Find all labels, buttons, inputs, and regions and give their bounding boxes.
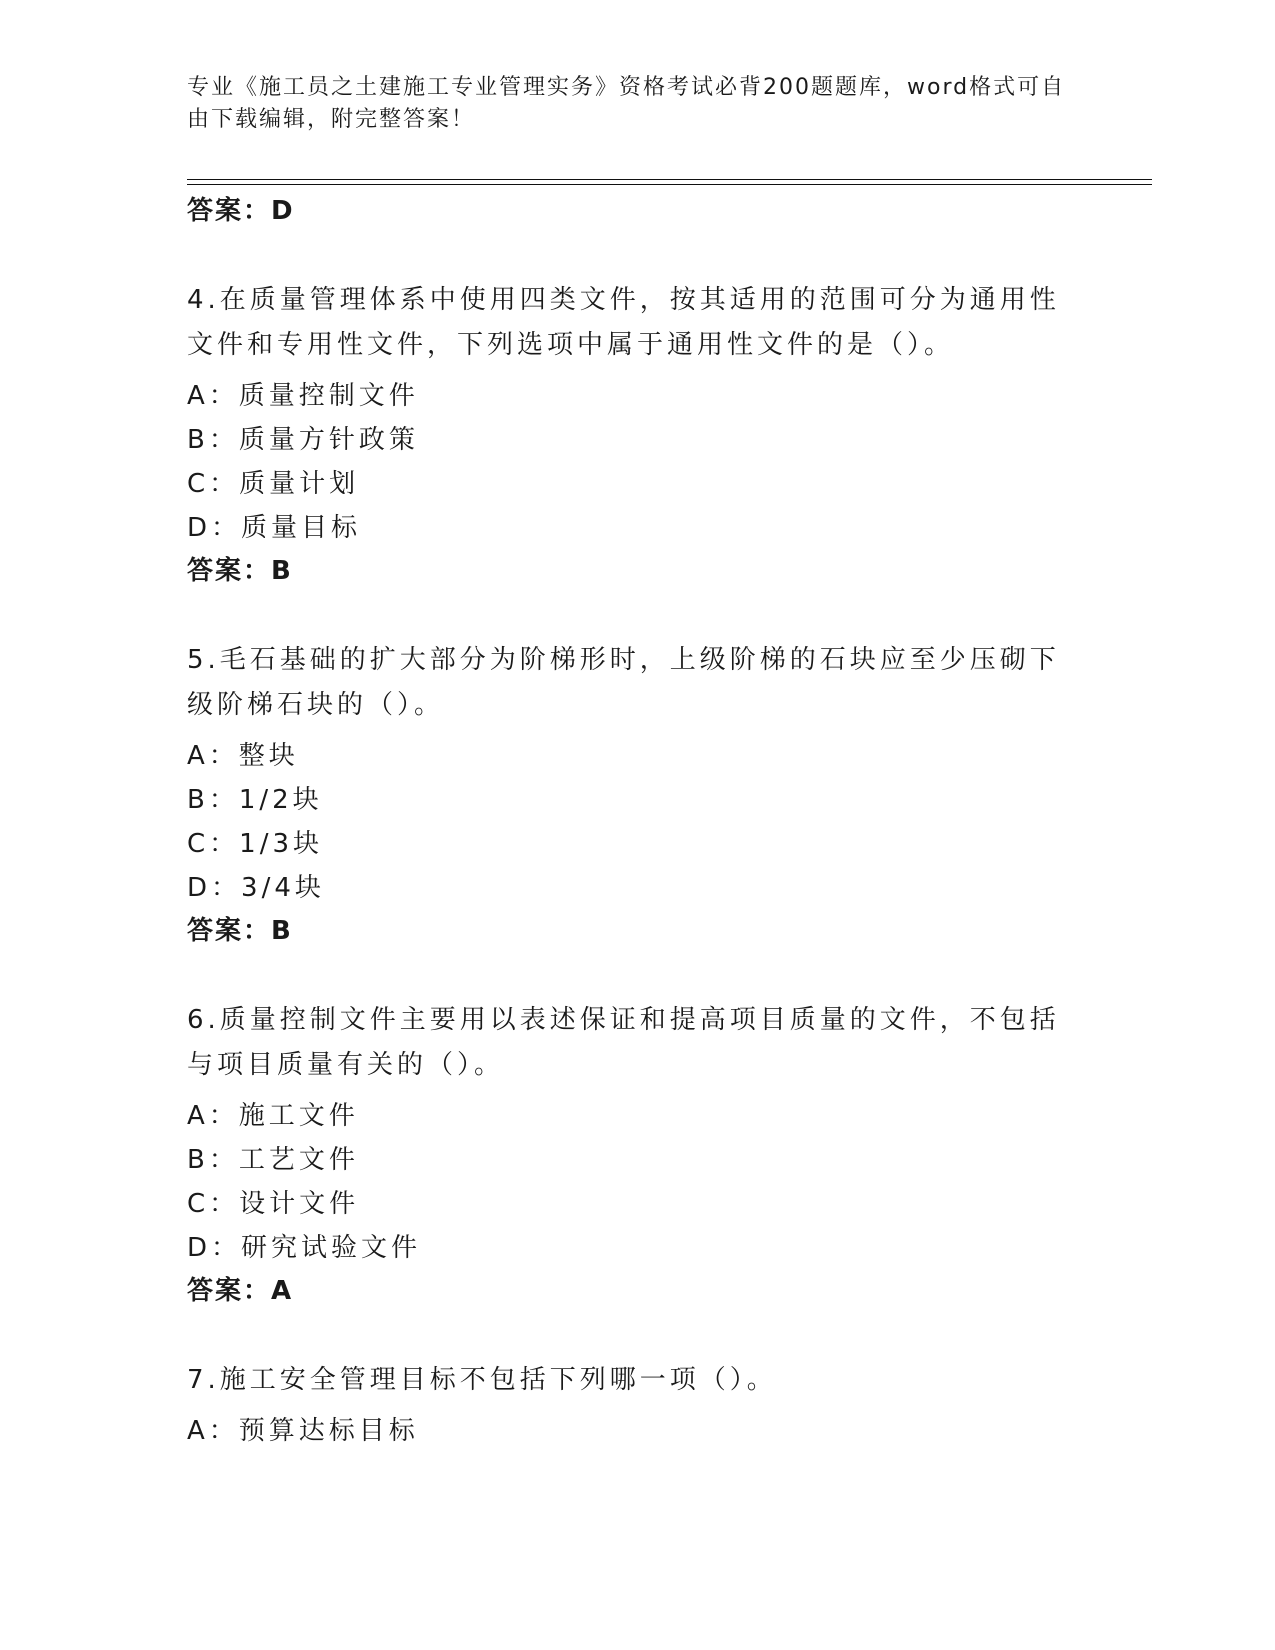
question-6-option-c: C：设计文件: [187, 1189, 360, 1219]
question-4-answer: 答案：B: [187, 556, 293, 586]
question-5-answer: 答案：B: [187, 916, 293, 946]
question-5-option-d: D：3/4块: [187, 873, 325, 903]
question-7-stem: 7.施工安全管理目标不包括下列哪一项（）。: [187, 1365, 777, 1395]
question-6-answer: 答案：A: [187, 1276, 294, 1306]
question-4-stem: 4.在质量管理体系中使用四类文件，按其适用的范围可分为通用性文件和专用性文件，下列选项中属于通用性文件的是（）。: [187, 285, 1060, 360]
question-4-option-c: C：质量计划: [187, 469, 360, 499]
question-4-option-a: A：质量控制文件: [187, 381, 419, 411]
question-6-option-b: B：工艺文件: [187, 1145, 359, 1175]
answer-previous: 答案：D: [187, 196, 295, 226]
question-4-option-d: D：质量目标: [187, 513, 362, 543]
question-6-option-d: D：研究试验文件: [187, 1233, 422, 1263]
question-7-option-a: A：预算达标目标: [187, 1416, 419, 1446]
question-6-option-a: A：施工文件: [187, 1101, 359, 1131]
question-5-stem: 5.毛石基础的扩大部分为阶梯形时，上级阶梯的石块应至少压砌下级阶梯石块的（）。: [187, 645, 1060, 720]
document-header: 专业《施工员之土建施工专业管理实务》资格考试必背200题题库，word格式可自由下载编辑，附完整答案！: [187, 75, 1066, 132]
question-6-stem: 6.质量控制文件主要用以表述保证和提高项目质量的文件，不包括与项目质量有关的（）。: [187, 1005, 1060, 1080]
header-divider-top: [187, 179, 1152, 180]
question-5-option-b: B：1/2块: [187, 785, 323, 815]
question-4-option-b: B：质量方针政策: [187, 425, 419, 455]
question-5-option-c: C：1/3块: [187, 829, 323, 859]
question-5-option-a: A：整块: [187, 741, 299, 771]
header-divider-bottom: [187, 184, 1152, 185]
